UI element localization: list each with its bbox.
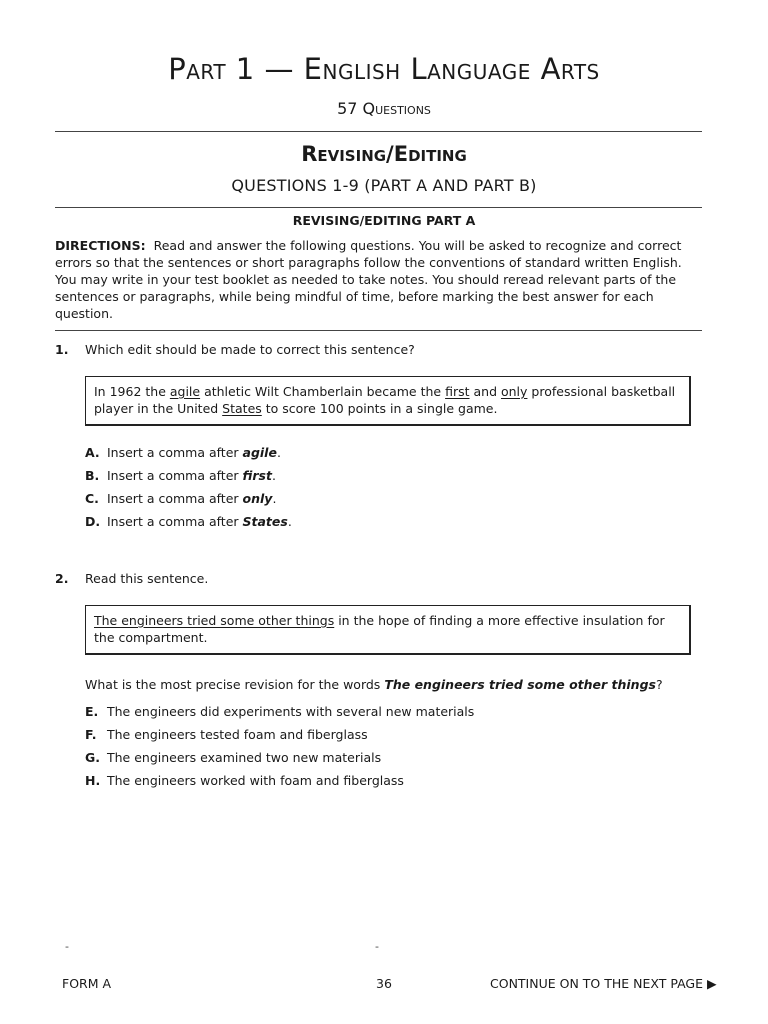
choice-emphasis: only (242, 491, 273, 506)
choice-f[interactable] (85, 727, 368, 742)
question-1-number: 1. (55, 342, 69, 357)
choice-text: Insert a comma after (107, 514, 243, 529)
part-heading: REVISING/EDITING PART A (292, 213, 476, 228)
section-subheading: QUESTIONS 1-9 (PART A AND PART B) (231, 176, 537, 195)
footer-page-number: 36 (376, 976, 392, 991)
choice-letter: F. (85, 727, 97, 742)
choice-letter: A. (85, 445, 100, 460)
question-2-prompt: Read this sentence. (85, 571, 209, 586)
sentence-text: professional basketball player in the United (94, 384, 676, 416)
choice-text: The engineers tested foam and fiberglass (107, 727, 368, 742)
choice-emphasis: agile (242, 445, 277, 460)
choice-end: . (276, 445, 281, 460)
sentence-text: In 1962 the (94, 384, 170, 399)
choice-letter: D. (85, 514, 101, 529)
choice-d[interactable] (85, 514, 292, 529)
choice-text: Insert a comma after (107, 445, 243, 460)
footer-mark-mid: - (375, 940, 379, 953)
choice-emphasis: States (242, 514, 288, 529)
question-text: What is the most precise revision for the words (85, 677, 385, 692)
choice-text: Insert a comma after (107, 468, 243, 483)
sentence-text: to score 100 points in a single game. (261, 401, 498, 416)
directions-label: DIRECTIONS: (55, 238, 146, 253)
choice-end: . (287, 514, 292, 529)
choice-a[interactable] (85, 445, 281, 460)
question-end: ? (655, 677, 663, 692)
question-1-sentence-box (85, 376, 691, 426)
choice-letter: E. (85, 704, 99, 719)
choice-end: . (272, 491, 277, 506)
choice-text: The engineers worked with foam and fiberglass (107, 773, 404, 788)
choice-end: . (271, 468, 276, 483)
question-emphasis: The engineers tried some other things (384, 677, 656, 692)
underlined-word-only: only (500, 384, 528, 399)
choice-letter: B. (85, 468, 100, 483)
question-2-sentence-box (85, 605, 691, 655)
sentence-text: and (469, 384, 501, 399)
page-subtitle: 57 Questions (337, 99, 431, 118)
sentence-text: athletic Wilt Chamberlain became the (200, 384, 446, 399)
choice-h[interactable] (85, 773, 404, 788)
page-title: Part 1 — English Language Arts (168, 52, 600, 86)
choice-letter: H. (85, 773, 101, 788)
choice-text: The engineers did experiments with several new materials (107, 704, 475, 719)
choice-c[interactable] (85, 491, 276, 506)
choice-b[interactable] (85, 468, 276, 483)
question-2-number: 2. (55, 571, 69, 586)
footer-form: FORM A (62, 976, 112, 991)
section-heading: Revising/Editing (301, 142, 467, 166)
choice-text: The engineers examined two new materials (107, 750, 382, 765)
choice-e[interactable] (85, 704, 474, 719)
divider-top (55, 131, 702, 132)
question-2-question (85, 677, 663, 692)
underlined-word-first: first (445, 384, 470, 399)
underlined-word-states: States (222, 401, 262, 416)
footer-continue: CONTINUE ON TO THE NEXT PAGE ▶ (490, 976, 717, 991)
underlined-phrase: The engineers tried some other things (94, 613, 335, 628)
divider-section (55, 207, 702, 208)
question-1-prompt: Which edit should be made to correct this sentence? (85, 342, 415, 357)
directions-text: Read and answer the following questions. You will be asked to recognize and correct errors so that the sentences or short paragraphs follow the conventions of standard written English. You may write in your test booklet as needed to take notes. You should reread relevant parts of the sentences or paragraphs, while being mindful of time, before marking the best answer for each question. (55, 238, 682, 321)
choice-text: Insert a comma after (107, 491, 243, 506)
footer-mark-left: - (65, 940, 69, 953)
underlined-word-agile: agile (169, 384, 201, 399)
divider-directions (55, 330, 702, 331)
choice-emphasis: first (242, 468, 272, 483)
sentence-text: in the hope of finding a more effective insulation for the compartment. (94, 613, 665, 645)
choice-letter: G. (85, 750, 101, 765)
choice-g[interactable] (85, 750, 381, 765)
directions (55, 237, 705, 322)
choice-letter: C. (85, 491, 99, 506)
